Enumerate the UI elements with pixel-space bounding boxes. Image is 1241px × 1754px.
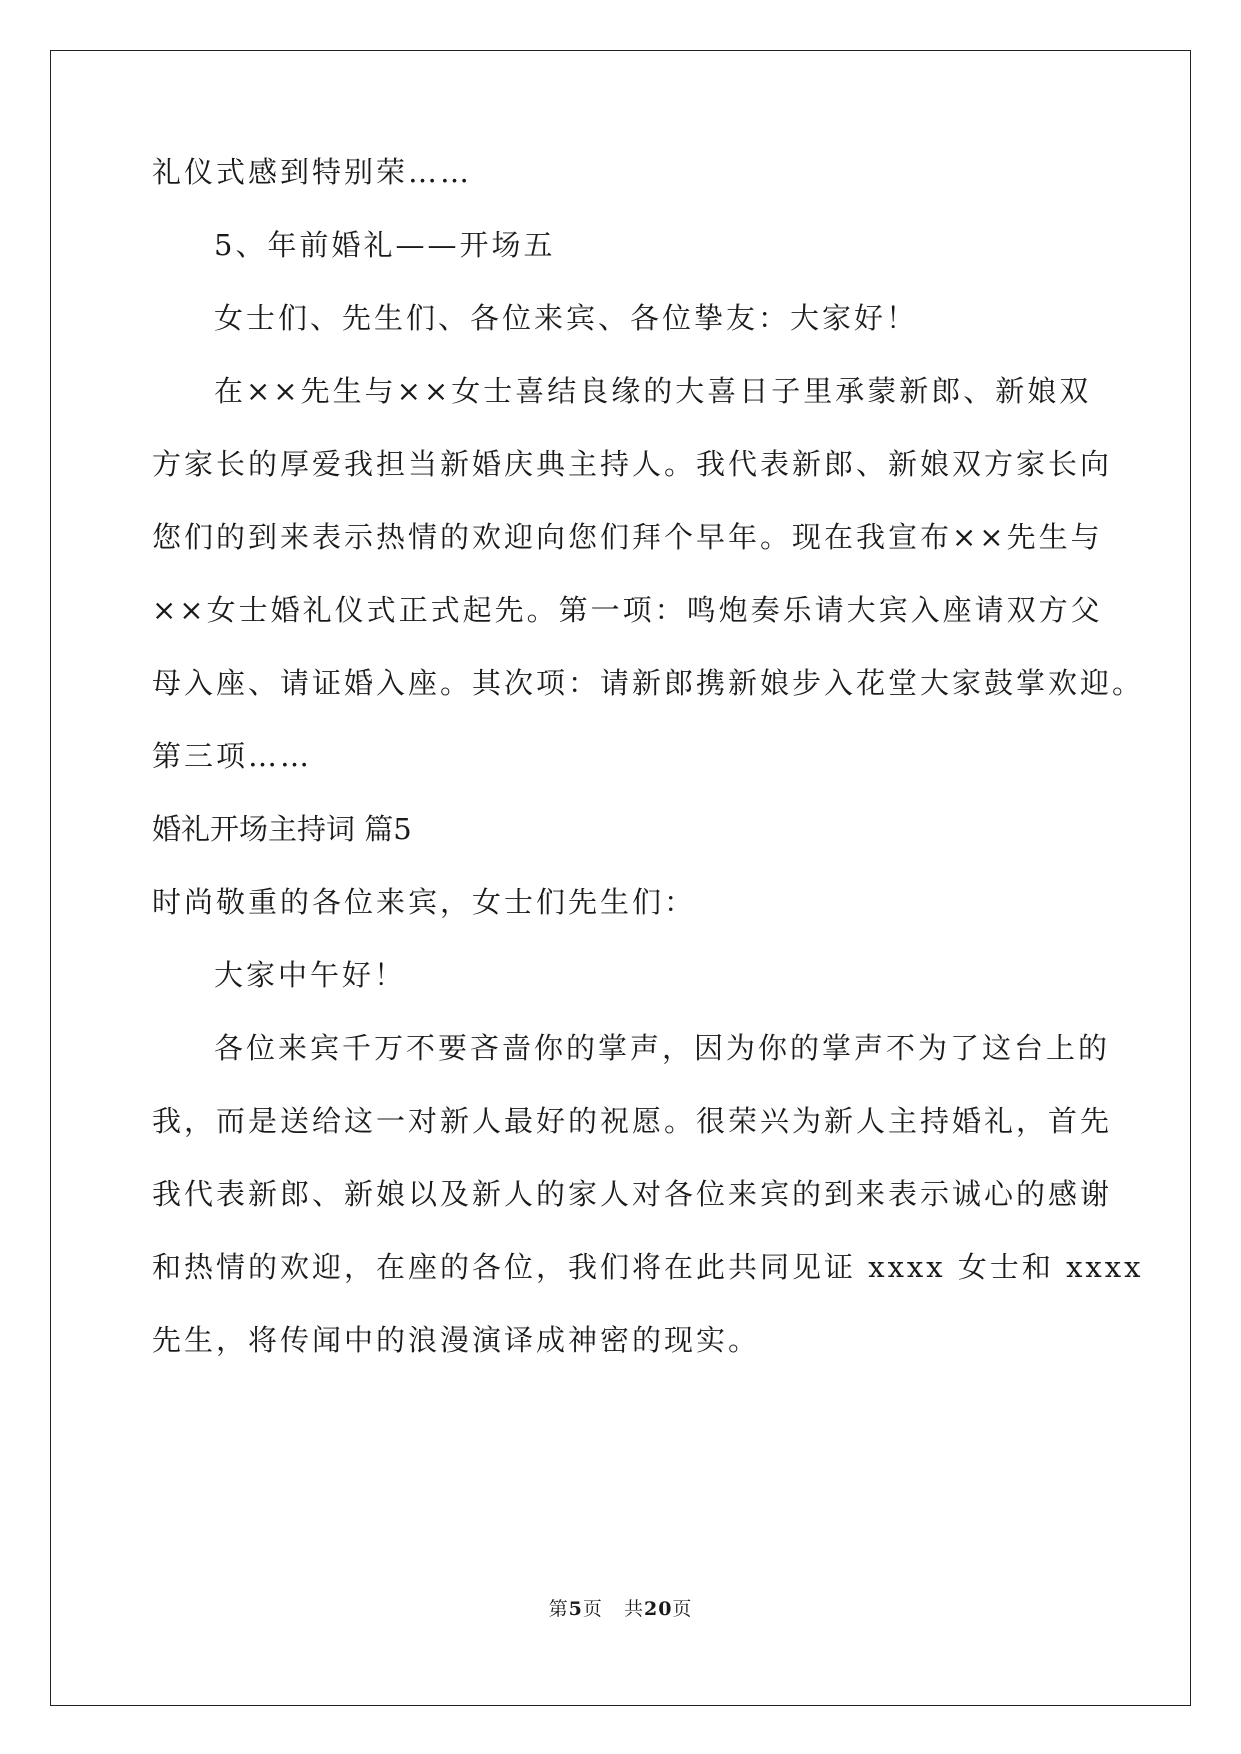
section-heading: 5、年前婚礼——开场五 — [214, 228, 556, 262]
paragraph-line: 时尚敬重的各位来宾，女士们先生们： — [152, 885, 697, 919]
paragraph-line: 各位来宾千万不要吝啬你的掌声，因为你的掌声不为了这台上的 — [214, 1031, 1111, 1065]
paragraph-line: 在××先生与××女士喜结良缘的大喜日子里承蒙新郎、新娘双 — [214, 374, 1092, 408]
total-pages: 20 — [643, 1598, 673, 1620]
paragraph-line: 和热情的欢迎，在座的各位，我们将在此共同见证 xxxx 女士和 xxxx — [152, 1250, 1144, 1284]
paragraph-line: 礼仪式感到特别荣…… — [152, 155, 473, 189]
paragraph-line: 方家长的厚爱我担当新婚庆典主持人。我代表新郎、新娘双方家长向 — [152, 447, 1113, 481]
paragraph-line: 大家中午好！ — [214, 958, 407, 992]
paragraph-line: 母入座、请证婚入座。其次项：请新郎携新娘步入花堂大家鼓掌欢迎。 — [152, 666, 1145, 700]
page-prefix: 第 — [548, 1598, 569, 1620]
page-number: 5 — [568, 1598, 583, 1620]
total-prefix: 共 — [623, 1598, 644, 1620]
paragraph-line: 我，而是送给这一对新人最好的祝愿。很荣兴为新人主持婚礼，首先 — [152, 1104, 1113, 1138]
paragraph-line: 您们的到来表示热情的欢迎向您们拜个早年。现在我宣布××先生与 — [152, 520, 1103, 554]
page-footer — [0, 1594, 1241, 1621]
paragraph-line: 第三项…… — [152, 739, 313, 773]
paragraph-line: 先生，将传闻中的浪漫演译成神密的现实。 — [152, 1323, 761, 1357]
paragraph-line: 我代表新郎、新娘以及新人的家人对各位来宾的到来表示诚心的感谢 — [152, 1177, 1113, 1211]
paragraph-line: 女士们、先生们、各位来宾、各位挚友：大家好！ — [214, 301, 919, 335]
paragraph-line: ××女士婚礼仪式正式起先。第一项：鸣炮奏乐请大宾入座请双方父 — [152, 593, 1103, 627]
total-suffix: 页 — [672, 1598, 693, 1620]
page-suffix: 页 — [582, 1598, 603, 1620]
article-heading: 婚礼开场主持词 篇5 — [152, 812, 412, 846]
